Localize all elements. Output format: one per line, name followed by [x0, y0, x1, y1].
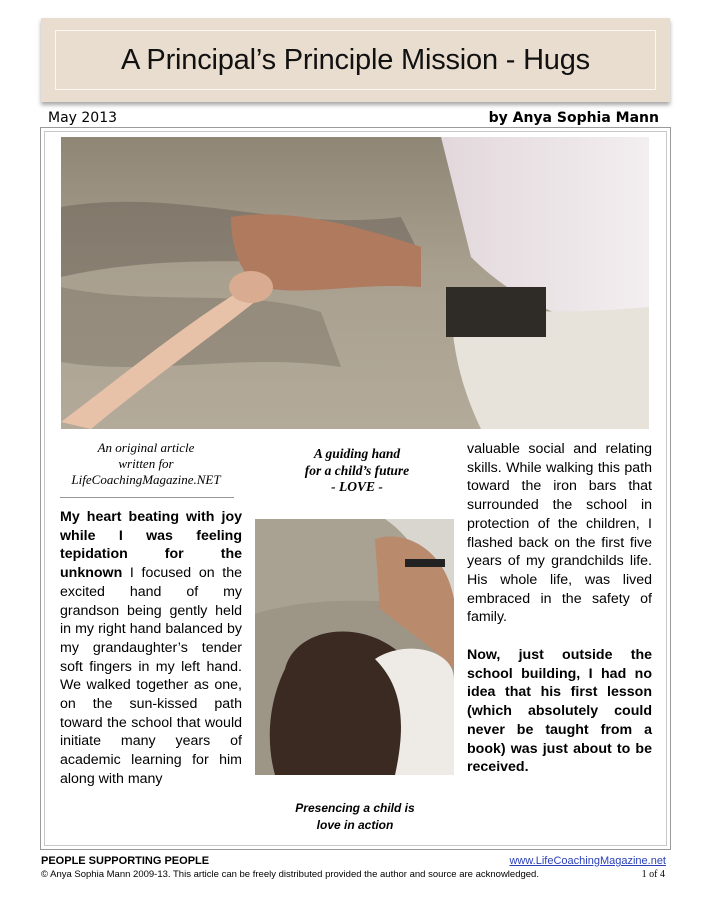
copyright-notice: © Anya Sophia Mann 2009-13. This article can be freely distributed provided the author and source are acknowledged. [41, 869, 539, 880]
intro-line: LifeCoachingMagazine.NET [71, 472, 221, 487]
website-link[interactable]: www.LifeCoachingMagazine.net [509, 855, 666, 867]
footer-tagline: PEOPLE SUPPORTING PEOPLE [41, 855, 210, 867]
title-frame [55, 30, 656, 90]
caption-line: A guiding hand [313, 446, 401, 461]
issue-date: May 2013 [48, 110, 118, 126]
left-body: I focused on the excited hand of my grandson being gently held in my right hand balanced by my grandaughter’s tender soft fingers in my left hand. We walked together as one, on the sun-kissed path toward the school that would initiate many years of academic learning for him along with many [60, 565, 242, 787]
divider [60, 497, 234, 498]
caption-line: for a child’s future [304, 462, 410, 478]
paragraph-bold: Now, just outside the school building, I had no idea that his first lesson (which absolutely could never be taught from a book) was just about to be received. [467, 647, 652, 776]
left-column-text [60, 508, 242, 789]
right-column-text [467, 440, 652, 777]
intro-line: written for [118, 456, 174, 471]
caption-line: love in action [316, 818, 394, 832]
caption-line: - LOVE - [331, 479, 383, 494]
lead-sentence: My heart beating with joy while I was feeling tepidation for the unknown [60, 509, 242, 582]
intro-line: An original article [97, 440, 195, 455]
author-byline: by Anya Sophia Mann [488, 110, 659, 126]
title-banner [41, 18, 670, 102]
article-intro-note [58, 440, 234, 488]
hug-photo [255, 519, 454, 775]
paragraph: valuable social and relating skills. While walking this path toward the iron bars that surrounded the school in protection of the children, I flashed back on the first five years of my grandchilds life. His whole life, was lived embraced in the safety of family. [467, 441, 652, 626]
caption-line: Presencing a child is [295, 801, 415, 815]
page-title: A Principal’s Principle Mission - Hugs [121, 43, 590, 76]
hero-photo [61, 137, 649, 429]
page-number: 1 of 4 [641, 869, 665, 880]
photo-caption-top [262, 446, 452, 496]
photo-caption-bottom [270, 800, 440, 834]
